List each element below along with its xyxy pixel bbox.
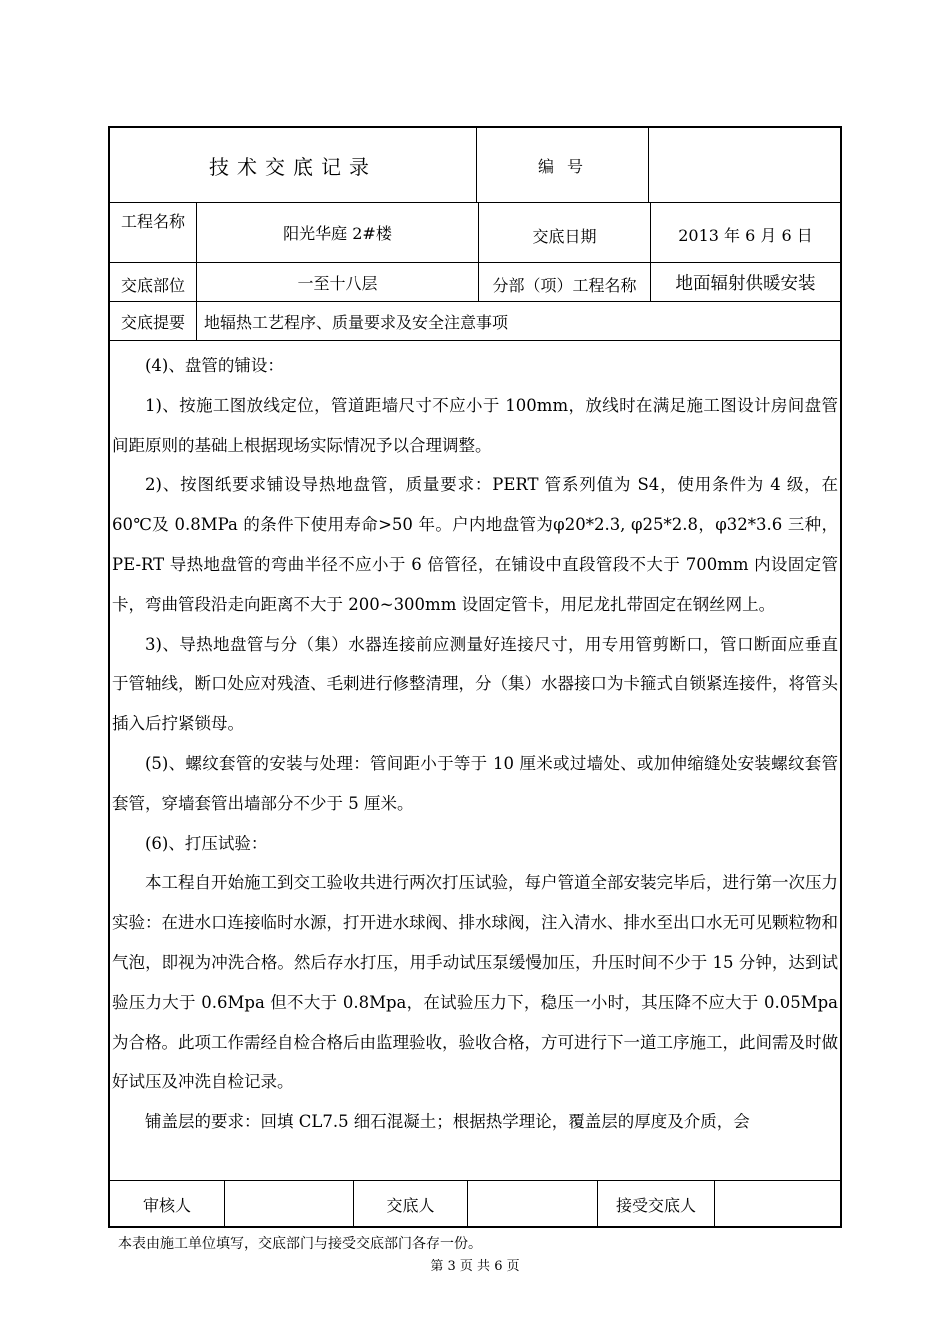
paragraph: (5)、螺纹套管的安装与处理：管间距小于等于 10 厘米或过墙处、或加伸缩缝处安装螺纹套管套管，穿墙套管出墙部分不少于 5 厘米。 [112,753,838,813]
project-name-value: 阳光华庭 2#楼 [283,224,392,243]
subproject-value: 地面辐射供暖安装 [675,273,816,294]
paragraph: 2)、按图纸要求铺设导热地盘管，质量要求：PERT 管系列值为 S4，使用条件为 4 级，在 60℃及 0.8MPa 的条件下使用寿命>50 年。户内地盘管为φ20*2.3, φ25*2.8，φ32*3.6 三种，PE-RT 导热地盘管的弯曲半径不应小于 6 倍管径，在铺设中直段管段不大于 700mm 内设固定管卡，弯曲管段沿走向距离不大于 200~300mm 设固定管卡，用尼龙扎带固定在钢丝网上。 [112,475,838,614]
discloser-label: 交底人 [386,1195,435,1215]
location-value: 一至十八层 [297,273,378,293]
discloser-signature [468,1181,597,1227]
summary-value: 地辐热工艺程序、质量要求及安全注意事项 [204,312,509,332]
row-divider [108,340,842,341]
reviewer-label: 审核人 [142,1195,191,1215]
paragraph: (4)、盘管的铺设： [145,356,284,375]
paragraph: 3)、导热地盘管与分（集）水器连接前应测量好连接尺寸，用专用管剪断口，管口断面应垂直于管轴线，断口处应对残渣、毛刺进行修整清理，分（集）水器接口为卡箍式自锁紧连接件，将管头插入后拧紧锁母。 [112,634,838,734]
number-value [649,128,840,202]
paragraph: (6)、打压试验： [145,833,268,853]
location-label: 交底部位 [120,276,185,295]
paragraph: 1)、按施工图放线定位，管道距墙尺寸不应小于 100mm，放线时在满足施工图设计房间盘管间距原则的基础上根据现场实际情况予以合理调整。 [112,395,838,455]
paragraph: 铺盖层的要求：回填 CL7.5 细石混凝土；根据热学理论，覆盖层的厚度及介质，会 [145,1112,750,1132]
disclosure-content [112,346,838,1142]
number-label: 编 号 [537,156,588,176]
footer-note: 本表由施工单位填写，交底部门与接受交底部门各存一份。 [118,1236,482,1252]
page-number: 第 3 页 共 6 页 [430,1259,520,1274]
paragraph: 本工程自开始施工到交工验收共进行两次打压试验，每户管道全部安装完毕后，进行第一次压力实验：在进水口连接临时水源，打开进水球阀、排水球阀，注入清水、排水至出口水无可见颗粒物和气泡，即视为冲洗合格。然后存水打压，用手动试压泵缓慢加压，升压时间不少于 15 分钟，达到试验压力大于 0.6Mpa 但不大于 0.8Mpa，在试验压力下，稳压一小时，其压降不应大于 0.05Mpa 为合格。此项工作需经自检合格后由监理验收，验收合格，方可进行下一道工序施工，此间需及时做好试压及冲洗自检记录。 [112,873,838,1092]
summary-label: 交底提要 [120,312,185,332]
receiver-label: 接受交底人 [615,1195,696,1215]
subproject-label: 分部（项）工程名称 [492,275,637,295]
project-name-label: 工程名称 [120,211,185,231]
date-value: 2013 年 6 月 6 日 [678,225,813,245]
reviewer-signature [225,1181,353,1227]
date-label: 交底日期 [532,226,597,246]
form-title: 技术交底记录 [209,154,377,179]
receiver-signature [715,1181,840,1227]
